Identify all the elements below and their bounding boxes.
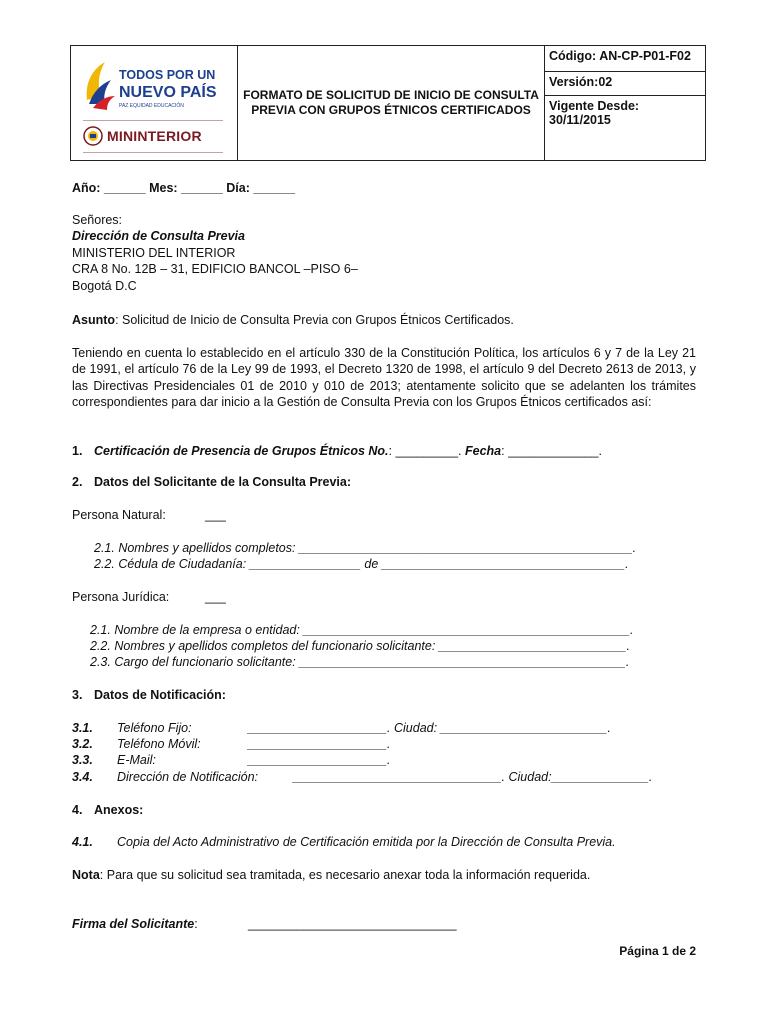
annex-item [72, 834, 616, 850]
section-1-number: 1. [72, 444, 83, 458]
persona-natural-label: Persona Natural: [72, 508, 166, 522]
fecha-blank: : _____________. [501, 444, 602, 458]
natural-item-1: 2.1. Nombres y apellidos completos: ________________________________________________. [94, 541, 637, 555]
certification-blank: : _________. [388, 444, 465, 458]
persona-natural [72, 507, 166, 523]
notification-row-1-value: ____________________. Ciudad: ________________________. [248, 721, 611, 735]
document-meta [545, 46, 705, 160]
document-header [70, 45, 706, 161]
row-label: Teléfono Móvil: [117, 737, 201, 751]
document-effective-date [545, 96, 705, 160]
document-code: Código: AN-CP-P01-F02 [545, 46, 705, 72]
persona-juridica-blank: ___ [205, 590, 226, 604]
section-1 [72, 443, 602, 459]
effective-date-value: 30/11/2015 [549, 113, 611, 127]
recipient-city: Bogotá D.C [72, 279, 137, 293]
section-2-number: 2. [72, 475, 83, 489]
row-number: 3.2. [72, 737, 93, 751]
row-number: 3.3. [72, 753, 93, 767]
section-2-title: Datos del Solicitante de la Consulta Previa: [94, 475, 352, 489]
document-version: Versión:02 [545, 72, 705, 96]
section-4-heading [72, 802, 143, 818]
section-3-number: 3. [72, 688, 83, 702]
section-4-number: 4. [72, 803, 83, 817]
juridica-item-2: 2.2. Nombres y apellidos completos del funcionario solicitante: ___________________________. [90, 639, 630, 653]
recipient-address: CRA 8 No. 12B – 31, EDIFICIO BANCOL –PISO 6– [72, 262, 358, 276]
row-label: Teléfono Fijo: [117, 721, 192, 735]
document-title: FORMATO DE SOLICITUD DE INICIO DE CONSULTA PREVIA CON GRUPOS ÉTNICOS CERTIFICADOS [238, 46, 545, 160]
greeting: Señores: [72, 213, 123, 227]
notification-row-3-value: ____________________. [248, 753, 391, 767]
subject-text: : Solicitud de Inicio de Consulta Previa con Grupos Étnicos Certificados. [115, 313, 514, 327]
notification-row-4 [72, 769, 258, 785]
notification-row-4-value: ______________________________. Ciudad:______________. [293, 770, 653, 784]
notification-row-1 [72, 720, 192, 736]
note-text: : Para que su solicitud sea tramitada, es necesario anexar toda la información requerida. [99, 868, 591, 882]
row-number: 3.4. [72, 770, 93, 784]
certification-label: Certificación de Presencia de Grupos Étnicos No. [94, 444, 389, 458]
juridica-item-3: 2.3. Cargo del funcionario solicitante: _______________________________________________. [90, 655, 630, 669]
page-number: Página 1 de 2 [619, 944, 696, 958]
persona-juridica-label: Persona Jurídica: [72, 590, 170, 604]
note-label: Nota [72, 868, 100, 882]
signature-label-line [72, 916, 198, 932]
section-2-heading [72, 474, 351, 490]
subject-line [72, 312, 514, 328]
signature-colon: : [194, 917, 198, 931]
section-3-heading [72, 687, 226, 703]
todos-por-un-nuevo-pais-logo [79, 56, 229, 116]
notification-row-2 [72, 736, 201, 752]
subject-label: Asunto [72, 313, 116, 327]
logo-text-2: NUEVO PAÍS [119, 84, 217, 101]
notification-row-3 [72, 752, 156, 768]
natural-item-2: 2.2. Cédula de Ciudadanía: ________________ de ___________________________________. [94, 557, 629, 571]
row-label: E-Mail: [117, 753, 156, 767]
recipient-ministry: MINISTERIO DEL INTERIOR [72, 246, 236, 260]
recipient-org: Dirección de Consulta Previa [72, 229, 245, 243]
logo-text-1: TODOS POR UN [119, 68, 216, 82]
header-logo-cell [71, 46, 238, 160]
effective-date-label: Vigente Desde: [549, 99, 640, 113]
persona-natural-blank: ___ [205, 508, 226, 522]
intro-paragraph: Teniendo en cuenta lo establecido en el artículo 330 de la Constitución Política, los artículos 6 y 7 de la Ley 21 de 1991, el artículo 76 de la Ley 99 de 1993, el Decreto 1320 de 1998, el artículo 9 del Decreto 2613 de 2013, y las Directivas Presidenciales 01 de 2010 y 010 de 2013; atentamente solicito que se adelanten los trámites correspondientes para dar inicio a la Gestión de Consulta Previa con los Grupos Étnicos certificados así: [72, 346, 696, 409]
signature-line: ______________________________ [248, 917, 457, 931]
section-4-title: Anexos: [94, 803, 144, 817]
date-line: Año: ______ Mes: ______ Día: ______ [72, 181, 296, 195]
signature-label: Firma del Solicitante [72, 917, 195, 931]
annex-text: Copia del Acto Administrativo de Certificación emitida por la Dirección de Consulta Previa. [117, 835, 616, 849]
row-label: Dirección de Notificación: [117, 770, 259, 784]
note [72, 867, 590, 883]
logo-divider [83, 120, 223, 121]
fecha-label: Fecha [465, 444, 502, 458]
notification-row-2-value: ____________________. [248, 737, 391, 751]
logo-tagline: PAZ EQUIDAD EDUCACIÓN [119, 103, 184, 109]
colombia-seal-icon [83, 126, 103, 146]
juridica-item-1: 2.1. Nombre de la empresa o entidad: _______________________________________________. [90, 623, 634, 637]
logo-divider-bottom [83, 152, 223, 153]
mininterior-logo [83, 126, 202, 146]
section-3-title: Datos de Notificación: [94, 688, 226, 702]
row-number: 3.1. [72, 721, 93, 735]
annex-number: 4.1. [72, 835, 93, 849]
ministry-name: MININTERIOR [107, 128, 202, 144]
